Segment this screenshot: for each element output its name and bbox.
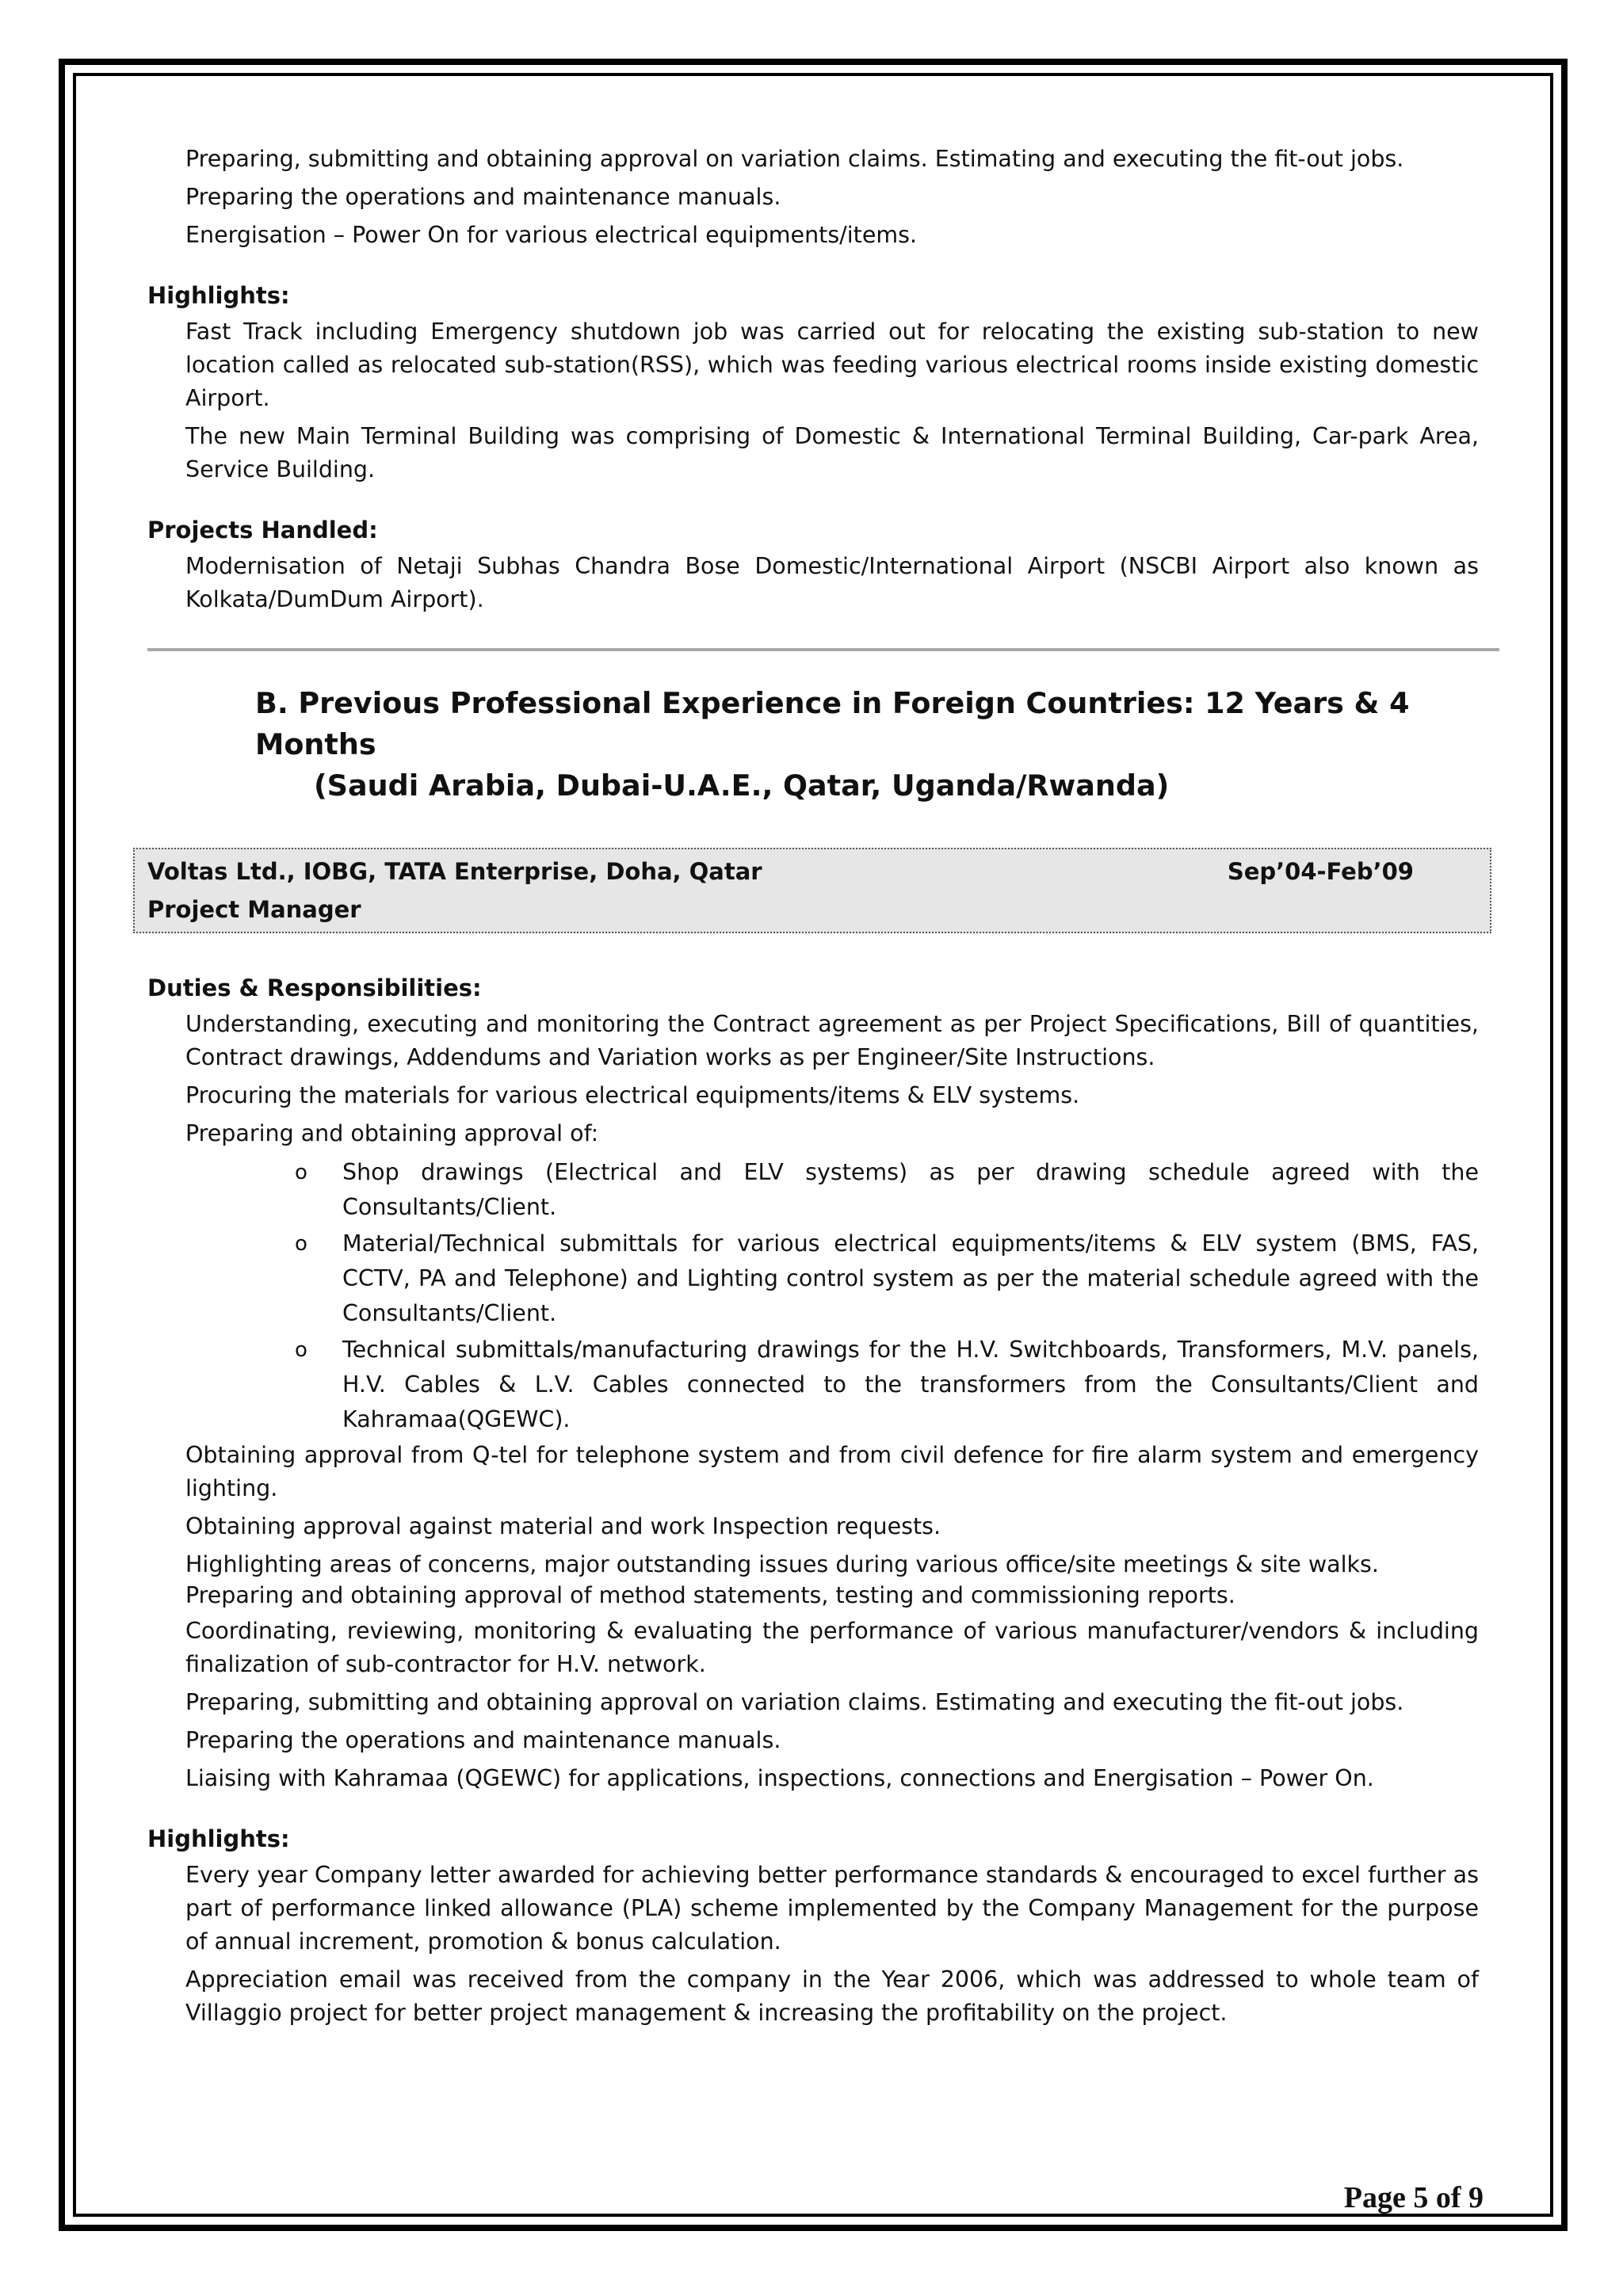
document-body — [147, 143, 1479, 2035]
duties-heading: Duties & Responsibilities: — [147, 974, 482, 1001]
job-company: Voltas Ltd., IOBG, TATA Enterprise, Doha, Qatar — [147, 858, 762, 885]
list-item: Modernisation of Netaji Subhas Chandra Bose Domestic/International Airport (NSCBI Airport also known as Kolkata/DumDum Airport). — [185, 553, 1479, 612]
list-item: Preparing, submitting and obtaining approval on variation claims. Estimating and executing the fit-out jobs. — [185, 1689, 1404, 1715]
top-list — [147, 143, 1479, 252]
sub-list-item: o Material/Technical submittals for various electrical equipments/items & ELV system (BMS, FAS, CCTV, PA and Telephone) and Lighting control system as per the material schedule agreed with the Consultants/Client. — [147, 1226, 1479, 1331]
list-item: Obtaining approval from Q-tel for telephone system and from civil defence for fire alarm system and emergency lighting. — [185, 1442, 1479, 1501]
highlights-heading: Highlights: — [147, 1825, 290, 1852]
circle-bullet-icon: o — [295, 1232, 307, 1256]
projects-heading: Projects Handled: — [147, 517, 378, 543]
list-item: Preparing and obtaining approval of method statements, testing and commissioning reports. — [185, 1582, 1235, 1608]
sub-list-item: o Technical submittals/manufacturing drawings for the H.V. Switchboards, Transformers, M.V. panels, H.V. Cables & L.V. Cables connected to the transformers from the Consultants/Client and Kahramaa(QGEWC). — [147, 1333, 1479, 1437]
section-divider — [147, 648, 1499, 651]
list-item: Preparing and obtaining approval of: — [185, 1120, 599, 1146]
job-role: Project Manager — [147, 896, 361, 923]
page-number: Page 5 of 9 — [1343, 2181, 1484, 2214]
list-item: Liaising with Kahramaa (QGEWC) for applications, inspections, connections and Energisation – Power On. — [185, 1765, 1374, 1791]
section-b-line2: (Saudi Arabia, Dubai-U.A.E., Qatar, Uganda/Rwanda) — [314, 769, 1170, 803]
list-item: Fast Track including Emergency shutdown job was carried out for relocating the existing sub-station to new location called as relocated sub-station(RSS), which was feeding various electrical rooms inside existing domestic Airport. — [185, 318, 1479, 411]
list-item: The new Main Terminal Building was comprising of Domestic & International Terminal Building, Car-park Area, Service Building. — [185, 423, 1479, 482]
sub-list-item: o Shop drawings (Electrical and ELV systems) as per drawing schedule agreed with the Consultants/Client. — [147, 1155, 1479, 1225]
list-item: Energisation – Power On for various electrical equipments/items. — [185, 222, 918, 248]
list-item: Appreciation email was received from the company in the Year 2006, which was addressed to whole team of Villaggio project for better project management & increasing the profitability on the project. — [185, 1966, 1479, 2026]
list-item: Coordinating, reviewing, monitoring & evaluating the performance of various manufacturer/vendors & including finalization of sub-contractor for H.V. network. — [185, 1618, 1479, 1677]
circle-bullet-icon: o — [295, 1338, 307, 1362]
list-item: Every year Company letter awarded for achieving better performance standards & encouraged to excel further as part of performance linked allowance (PLA) scheme implemented by the Company Management for the purpose of annual increment, promotion & bonus calculation. — [185, 1862, 1479, 1955]
list-item: Procuring the materials for various electrical equipments/items & ELV systems. — [185, 1082, 1080, 1108]
section-b-title — [255, 683, 1479, 807]
circle-bullet-icon: o — [295, 1161, 307, 1184]
list-item: Preparing the operations and maintenance manuals. — [185, 1727, 781, 1753]
list-item: Preparing, submitting and obtaining approval on variation claims. Estimating and executing the fit-out jobs. — [185, 146, 1404, 172]
list-item: Understanding, executing and monitoring the Contract agreement as per Project Specifications, Bill of quantities, Contract drawings, Addendums and Variation works as per Engineer/Site Instructions. — [185, 1011, 1479, 1070]
highlights-heading: Highlights: — [147, 282, 290, 309]
list-item: Highlighting areas of concerns, major outstanding issues during various office/site meetings & site walks. — [185, 1551, 1379, 1577]
list-item: Preparing the operations and maintenance manuals. — [185, 184, 781, 210]
job-dates: Sep’04-Feb’09 — [1227, 858, 1414, 885]
section-b-line1: B. Previous Professional Experience in Foreign Countries: 12 Years & 4 Months — [255, 686, 1410, 761]
job-header-box — [133, 848, 1491, 933]
list-item: Obtaining approval against material and work Inspection requests. — [185, 1513, 941, 1539]
